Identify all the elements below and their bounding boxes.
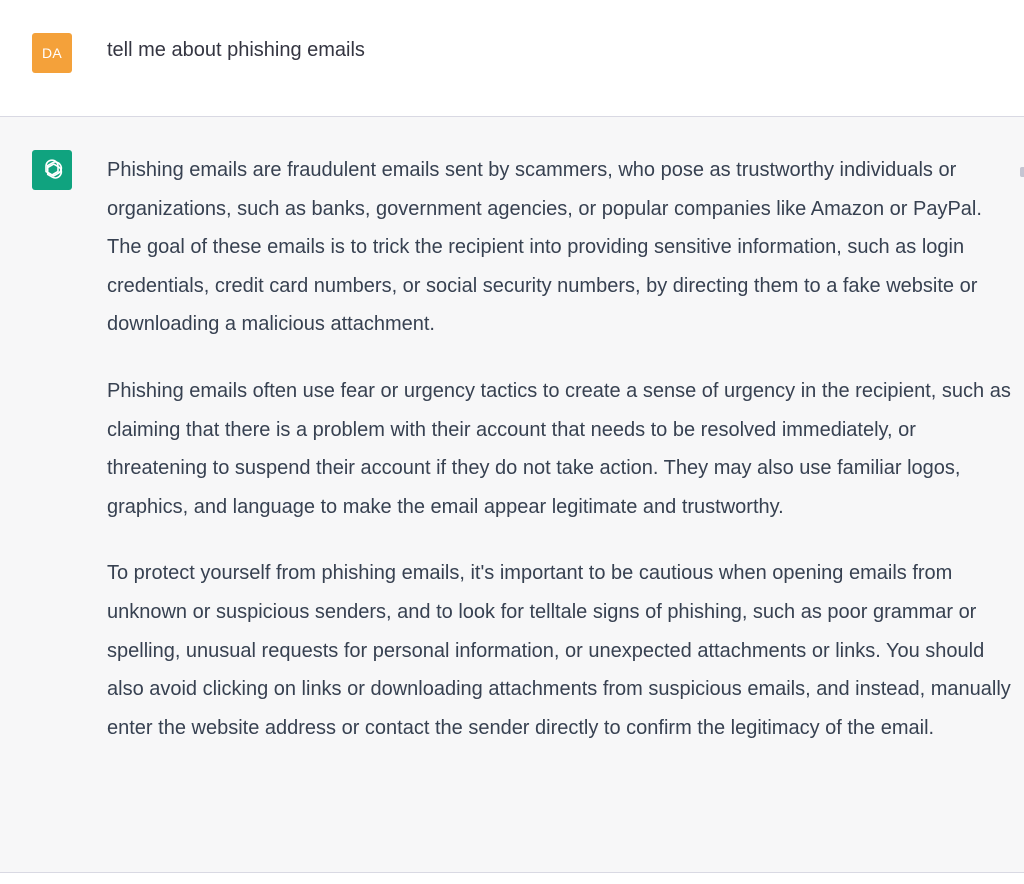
- user-message-text: tell me about phishing emails: [107, 39, 365, 61]
- answer-paragraph: To protect yourself from phishing emails, it's important to be cautious when opening emails from unknown or suspicious senders, and to look for telltale signs of phishing, such as poor grammar or spelling, unusual requests for personal information, or unexpected attachments or links. You should also avoid clicking on links or downloading attachments from suspicious emails, and instead, manually enter the website address or contact the sender directly to confirm the legitimacy of the email.: [107, 562, 1011, 739]
- assistant-message-row: [0, 117, 1024, 873]
- user-message-row: [0, 0, 1024, 117]
- answer-paragraph: Phishing emails often use fear or urgency tactics to create a sense of urgency in the recipient, such as claiming that there is a problem with their account that needs to be resolved immediately, or threatening to suspend their account if they do not take action. They may also use familiar logos, graphics, and language to make the email appear legitimate and trustworthy.: [107, 379, 1011, 518]
- assistant-avatar: [32, 150, 72, 190]
- bottom-strip: [0, 873, 1024, 884]
- assistant-message-text: [107, 151, 1012, 775]
- answer-paragraph: Phishing emails are fraudulent emails sent by scammers, who pose as trustworthy individuals or organizations, such as banks, government agencies, or popular companies like Amazon or PayPal. The goal of these emails is to trick the recipient into providing sensitive information, such as login credentials, credit card numbers, or social security numbers, by directing them to a fake website or downloading a malicious attachment.: [107, 159, 982, 336]
- user-avatar: DA: [32, 33, 72, 73]
- scroll-indicator: [1020, 167, 1024, 177]
- openai-logo-icon: [39, 157, 65, 183]
